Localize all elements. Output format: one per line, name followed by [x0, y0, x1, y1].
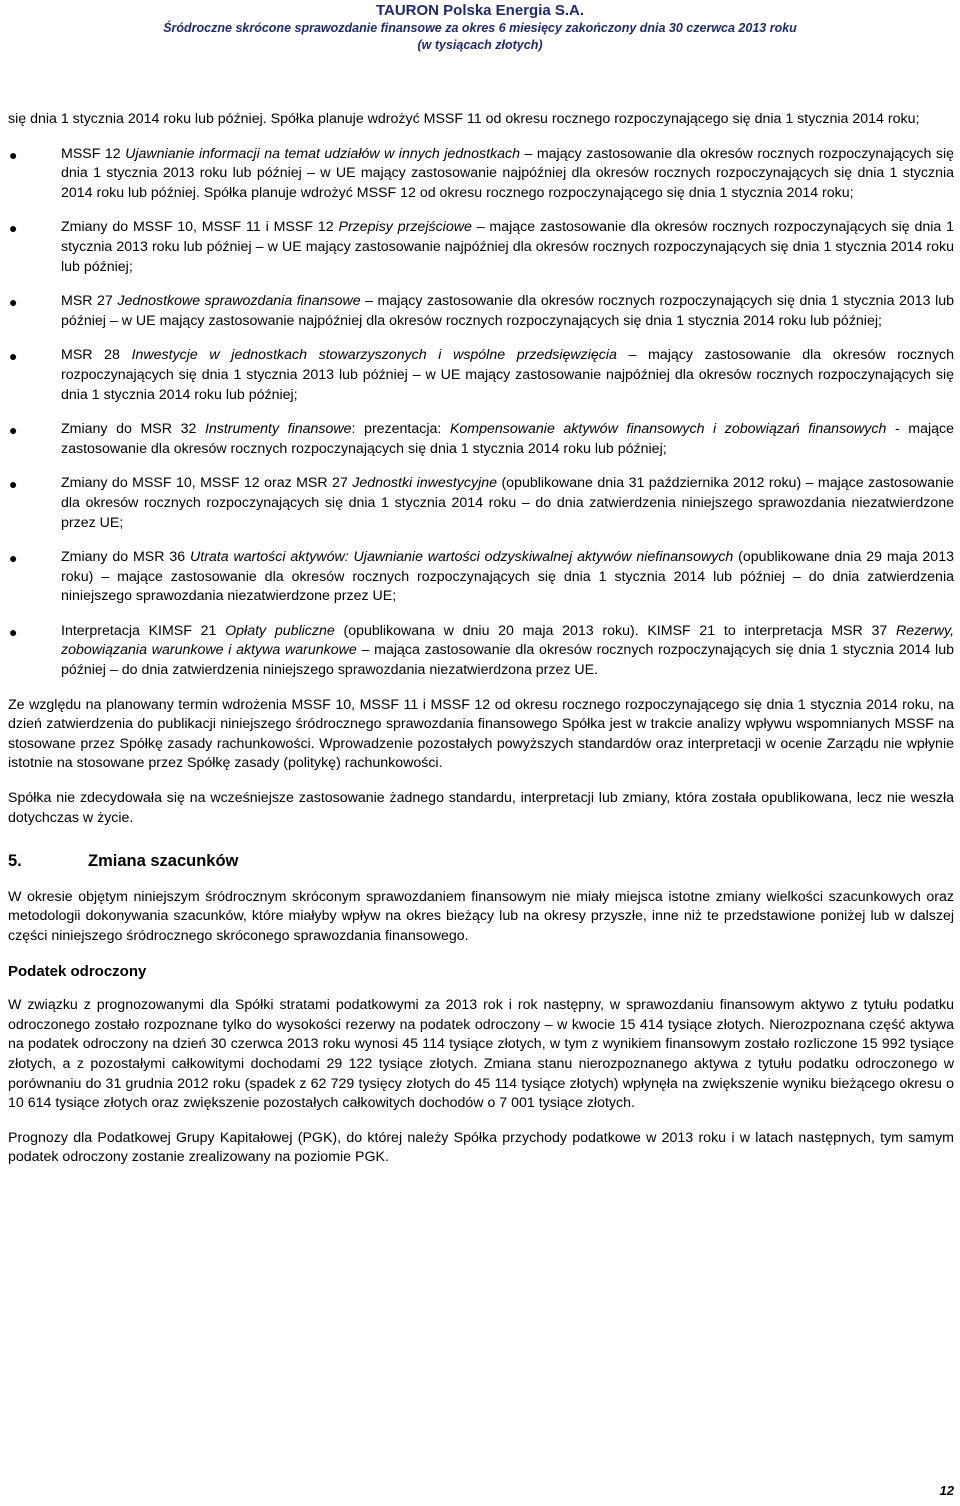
- estimates-paragraph: W okresie objętym niniejszym śródrocznym skróconym sprawozdaniem finansowym nie miały miejsca istotne zmiany wielkości szacunkowych oraz metodologii dokonywania szacunków, które miałyby wpływ na okres bieżący lub na okresy przyszłe, inne niż te przedstawione poniżej lub w dalszej części niniejszego śródrocznego skróconego sprawozdania finansowego.: [8, 888, 954, 944]
- intro-paragraph: się dnia 1 stycznia 2014 roku lub później. Spółka planuje wdrożyć MSSF 11 od okresu rocznego rozpoczynającego się dnia 1 stycznia 2014 roku;: [8, 111, 920, 127]
- list-item: ● Zmiany do MSSF 10, MSSF 12 oraz MSR 27 Jednostki inwestycyjne (opublikowane dnia 31 października 2012 roku) – mające zastosowanie dla okresów rocznych rozpoczynających się dnia 1 stycznia 2014 roku – do dnia zatwierdzenia niniejszego sprawozdania niezatwierdzone przez UE;: [9, 475, 955, 531]
- bullet-icon: ●: [9, 623, 18, 640]
- report-title: Śródroczne skrócone sprawozdanie finansowe za okres 6 miesięcy zakończony dnia 30 czerwca 2013 roku: [163, 21, 797, 35]
- document-body: [8, 110, 954, 1168]
- bullet-icon: ●: [9, 348, 18, 365]
- page-number: 12: [939, 1483, 954, 1498]
- list-item: ● Zmiany do MSSF 10, MSSF 11 i MSSF 12 Przepisy przejściowe – mające zastosowanie dla okresów rocznych rozpoczynających się dnia 1 stycznia 2013 roku lub później – w UE mający zastosowanie najpóźniej dla okresów rocznych rozpoczynających się dnia 1 stycznia 2014 roku lub później;: [9, 219, 955, 275]
- list-item: ● Zmiany do MSR 36 Utrata wartości aktywów: Ujawnianie wartości odzyskiwalnej aktywów niefinansowych (opublikowane dnia 29 maja 2013 roku) – mające zastosowanie dla okresów rocznych rozpoczynających się dnia 1 stycznia 2014 lub później – do dnia zatwierdzenia niniejszego sprawozdania niezatwierdzone przez UE;: [9, 549, 954, 605]
- currency-note: (w tysiącach złotych): [417, 38, 543, 52]
- list-item: ● MSSF 12 Ujawnianie informacji na temat udziałów w innych jednostkach – mający zastosowanie dla okresów rocznych rozpoczynających się dnia 1 stycznia 2013 roku lub później – w UE mający zastosowanie najpóźniej dla okresów rocznych rozpoczynających się dnia 1 stycznia 2014 roku lub później. Spółka planuje wdrożyć MSSF 12 od okresu rocznego rozpoczynającego się dnia 1 stycznia 2014 roku;: [9, 145, 955, 201]
- subheading: Podatek odroczony: [8, 962, 147, 980]
- list-item: ● MSR 27 Jednostkowe sprawozdania finansowe – mający zastosowanie dla okresów rocznych rozpoczynających się dnia 1 stycznia 2013 lub później – w UE mający zastosowanie najpóźniej dla okresów rocznych rozpoczynających się dnia 1 stycznia 2014 roku lub później;: [9, 293, 954, 329]
- bullet-icon: ●: [9, 476, 18, 493]
- deferred-tax-paragraph: W związku z prognozowanymi dla Spółki stratami podatkowymi za 2013 rok i rok następny, w sprawozdaniu finansowym aktywo z tytułu podatku odroczonego zostało rozpoznane tylko do wysokości rezerwy na podatek odroczony – w kwocie 15 414 tysiące złotych. Nierozpoznana część aktywa na podatek odroczony na dzień 30 czerwca 2013 roku wynosi 45 114 tysiące złotych, w tym z wynikiem finansowym zostało rozliczone 15 992 tysiące złotych, a z pozostałymi całkowitymi dochodami 29 122 tysiące złotych. Zmiana stanu nierozpoznanego aktywa z tytułu podatku odroczonego w porównaniu do 31 grudnia 2012 roku (spadek z 62 729 tysięcy złotych do 45 114 tysiące złotych) wpłynęła na zwiększenie wyniku bieżącego okresu o 10 614 tysiące złotych oraz zwiększenie pozostałych całkowitych dochodów o 7 001 tysiące złotych.: [8, 997, 954, 1112]
- list-item: ● MSR 28 Inwestycje w jednostkach stowarzyszonych i wspólne przedsięwzięcia – mający zastosowanie dla okresów rocznych rozpoczynających się dnia 1 stycznia 2013 lub później – w UE mający zastosowanie najpóźniej dla okresów rocznych rozpoczynających się dnia 1 stycznia 2014 roku lub później;: [9, 347, 954, 403]
- list-item: ● Zmiany do MSR 32 Instrumenty finansowe: prezentacja: Kompensowanie aktywów finansowych i zobowiązań finansowych - mające zastosowanie dla okresów rocznych rozpoczynających się dnia 1 stycznia 2014 roku lub później;: [9, 421, 954, 457]
- bullet-icon: ●: [9, 146, 18, 163]
- pgk-paragraph: Prognozy dla Podatkowej Grupy Kapitałowej (PGK), do której należy Spółka przychody podatkowe w 2013 roku i w latach następnych, tym samym podatek odroczony zostanie zrealizowany na poziomie PGK.: [8, 1129, 954, 1166]
- list-item: ● Interpretacja KIMSF 21 Opłaty publiczne (opublikowana w dniu 20 maja 2013 roku). KIMSF 21 to interpretacja MSR 37 Rezerwy, zobowiązania warunkowe i aktywa warunkowe – mająca zastosowanie dla okresów rocznych rozpoczynających się dnia 1 stycznia 2014 lub później – do dnia zatwierdzenia niniejszego sprawozdania niezatwierdzona przez UE.: [9, 622, 955, 679]
- section-number: 5.: [8, 852, 22, 871]
- company-name: TAURON Polska Energia S.A.: [375, 2, 585, 19]
- bullet-icon: ●: [9, 220, 18, 237]
- bullet-icon: ●: [9, 422, 18, 439]
- ifrs-impact-paragraph: Ze względu na planowany termin wdrożenia MSSF 10, MSSF 11 i MSSF 12 od okresu rocznego rozpoczynającego się dnia 1 stycznia 2014 roku, na dzień zatwierdzenia do publikacji niniejszego śródrocznego sprawozdania finansowego Spółka jest w trakcie analizy wpływu wspomnianych MSSF na stosowane przez Spółkę zasady rachunkowości. Wprowadzenie pozostałych powyższych standardów oraz interpretacji w ocenie Zarządu nie wpłynie istotnie na stosowane przez Spółkę zasady (politykę) rachunkowości.: [8, 696, 954, 772]
- early-adoption-paragraph: Spółka nie zdecydowała się na wcześniejsze zastosowanie żadnego standardu, interpretacji lub zmiany, która została opublikowana, lecz nie weszła dotychczas w życie.: [8, 790, 954, 826]
- section-heading: [8, 852, 954, 872]
- section-title: Zmiana szacunków: [88, 852, 239, 871]
- bullet-icon: ●: [9, 550, 18, 567]
- page-header: [0, 0, 960, 54]
- bullet-icon: ●: [9, 294, 18, 311]
